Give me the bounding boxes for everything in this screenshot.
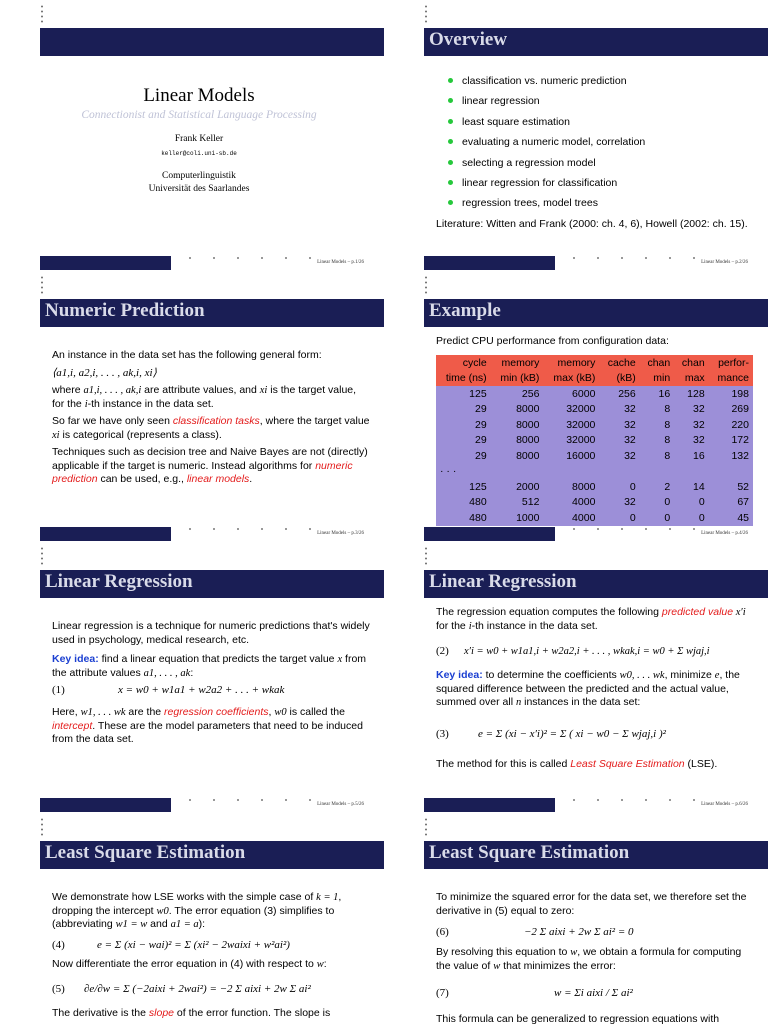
page-number: Linear Models – p.2/26 bbox=[701, 260, 748, 265]
table-cell: 8 bbox=[640, 417, 674, 433]
table-row bbox=[436, 433, 753, 449]
table-cell: 32000 bbox=[543, 433, 599, 449]
table-cell: 8 bbox=[640, 402, 674, 418]
table-cell: 16 bbox=[674, 448, 708, 464]
nav-dots[interactable] bbox=[41, 4, 43, 24]
list-item: selecting a regression model bbox=[446, 157, 746, 177]
table-cell: 32 bbox=[599, 495, 639, 511]
table-cell bbox=[543, 464, 599, 480]
table-cell bbox=[599, 464, 639, 480]
paragraph: The regression equation computes the following predicted value x′i for the i-th instance in the data set. bbox=[436, 606, 746, 632]
list-item: linear regression for classification bbox=[446, 177, 746, 197]
footer-nav-dots[interactable] bbox=[178, 528, 318, 530]
column-header: memory bbox=[491, 355, 544, 371]
table-cell: 1000 bbox=[491, 510, 544, 526]
page-title: Linear Models bbox=[143, 85, 255, 106]
slide-body bbox=[436, 606, 754, 775]
table-cell bbox=[491, 464, 544, 480]
table-cell bbox=[709, 464, 753, 480]
equation-1: (1) x = w0 + w1a1 + w2a2 + . . . + wkak bbox=[52, 684, 285, 696]
slide-body bbox=[52, 891, 370, 1024]
table-cell: 32000 bbox=[543, 402, 599, 418]
paragraph: Key idea: find a linear equation that predicts the target value x from the attribute values a1, . . . , ak: bbox=[52, 653, 367, 679]
table-header-row bbox=[436, 355, 753, 371]
paragraph: To minimize the squared error for the data set, we therefore set the derivative in (5) equal to zero: bbox=[436, 891, 747, 917]
table-row bbox=[436, 479, 753, 495]
list-item: least square estimation bbox=[446, 116, 746, 136]
table-cell: 4000 bbox=[543, 510, 599, 526]
slide-header-bar bbox=[40, 841, 384, 869]
table-cell: 29 bbox=[436, 448, 491, 464]
table-cell: 2 bbox=[640, 479, 674, 495]
column-header: perfor- bbox=[709, 355, 753, 371]
table-cell bbox=[640, 464, 674, 480]
table-cell: 6000 bbox=[543, 386, 599, 402]
table-cell: 16 bbox=[640, 386, 674, 402]
table-row bbox=[436, 386, 753, 402]
column-header: max (kB) bbox=[543, 371, 599, 387]
table-row bbox=[436, 510, 753, 526]
column-header: time (ns) bbox=[436, 371, 491, 387]
table-cell: 29 bbox=[436, 402, 491, 418]
table-cell: 2000 bbox=[491, 479, 544, 495]
table-cell: 125 bbox=[436, 386, 491, 402]
footer-nav-dots[interactable] bbox=[562, 799, 702, 801]
email[interactable]: keller@coli.uni-sb.de bbox=[161, 150, 237, 157]
paragraph: where a1,i, . . . , ak,i are attribute values, and xi is the target value, for the i-th instance in the data set. bbox=[52, 384, 357, 410]
slide-title: Least Square Estimation bbox=[45, 842, 246, 863]
paragraph: Key idea: to determine the coefficients w0, . . . wk, minimize e, the squared difference between the predicted and the actual value, summed over all n instances in the data set: bbox=[436, 669, 740, 708]
slide-header-bar bbox=[40, 28, 384, 56]
table-cell: 14 bbox=[674, 479, 708, 495]
page-number: Linear Models – p.6/26 bbox=[701, 802, 748, 807]
table-cell: 125 bbox=[436, 479, 491, 495]
table-cell: 32 bbox=[599, 448, 639, 464]
paragraph: Here, w1, . . . wk are the regression coefficients, w0 is called the intercept. These are the model parameters that need to be induced from the data set. bbox=[52, 706, 363, 745]
footer-nav-dots[interactable] bbox=[178, 257, 318, 259]
table-cell: 52 bbox=[709, 479, 753, 495]
paragraph: Techniques such as decision tree and Naive Bayes are not (directly) applicable if the target is numeric. Instead algorithms for numeric prediction can be used, e.g., linear models. bbox=[52, 446, 368, 485]
table-cell: 45 bbox=[709, 510, 753, 526]
footer-bar bbox=[40, 256, 171, 270]
table-cell: 0 bbox=[599, 479, 639, 495]
slide-body bbox=[52, 349, 370, 491]
general-form: ⟨a1,i, a2,i, . . . , ak,i, xi⟩ bbox=[52, 366, 157, 379]
department: Computerlinguistik bbox=[162, 171, 236, 181]
overview-list bbox=[446, 75, 746, 218]
footer-bar bbox=[40, 527, 171, 541]
literature: Literature: Witten and Frank (2000: ch. 4, 6), Howell (2002: ch. 15). bbox=[436, 218, 748, 230]
table-header-row bbox=[436, 371, 753, 387]
footer-bar bbox=[424, 798, 555, 812]
table-cell: 67 bbox=[709, 495, 753, 511]
table-row bbox=[436, 464, 753, 480]
paragraph: This formula can be generalized to regression equations with bbox=[436, 1013, 720, 1024]
table-cell: 0 bbox=[640, 510, 674, 526]
example-intro: Predict CPU performance from configuration data: bbox=[436, 335, 669, 347]
table-cell bbox=[674, 464, 708, 480]
slide-title: Example bbox=[429, 300, 501, 321]
subtitle: Connectionist and Statistical Language Processing bbox=[81, 109, 317, 121]
table-cell: 269 bbox=[709, 402, 753, 418]
slide-header-bar bbox=[424, 299, 768, 327]
footer-bar bbox=[424, 256, 555, 270]
equation-5: (5) ∂e/∂w = Σ (−2aixi + 2wai²) = −2 Σ aixi + 2w Σ ai² bbox=[52, 983, 311, 995]
table-cell: 132 bbox=[709, 448, 753, 464]
table-cell: 32 bbox=[674, 402, 708, 418]
slide-header-bar bbox=[424, 841, 768, 869]
equation-6: (6) −2 Σ aixi + 2w Σ ai² = 0 bbox=[436, 926, 634, 938]
table-cell: 8 bbox=[640, 433, 674, 449]
footer-nav-dots[interactable] bbox=[562, 528, 702, 530]
column-header: chan bbox=[640, 355, 674, 371]
table-cell: 8 bbox=[640, 448, 674, 464]
column-header: min bbox=[640, 371, 674, 387]
table-cell: 480 bbox=[436, 495, 491, 511]
table-row bbox=[436, 417, 753, 433]
nav-dots[interactable] bbox=[425, 546, 427, 566]
list-item: regression trees, model trees bbox=[446, 197, 746, 217]
footer-bar bbox=[40, 798, 171, 812]
author: Frank Keller bbox=[174, 134, 224, 144]
paragraph: Linear regression is a technique for numeric predictions that's widely used in psychology, medical research, etc. bbox=[52, 620, 370, 646]
slide-overview bbox=[384, 0, 768, 271]
table-cell: 32 bbox=[674, 433, 708, 449]
table-cell: 8000 bbox=[491, 433, 544, 449]
table-cell: 8000 bbox=[491, 402, 544, 418]
slide-header-bar bbox=[424, 570, 768, 598]
slide-body bbox=[436, 891, 754, 1024]
equation-4: (4) e = Σ (xi − wai)² = Σ (xi² − 2waixi + w²ai²) bbox=[52, 938, 290, 951]
table-cell: 32 bbox=[599, 433, 639, 449]
column-header: memory bbox=[543, 355, 599, 371]
slide-title: Least Square Estimation bbox=[429, 842, 630, 863]
slide-title: Numeric Prediction bbox=[45, 300, 205, 321]
footer-nav-dots[interactable] bbox=[178, 799, 318, 801]
paragraph: The derivative is the slope of the error function. The slope is bbox=[52, 1007, 331, 1019]
table-row bbox=[436, 402, 753, 418]
paragraph: Now differentiate the error equation in (4) with respect to w: bbox=[52, 957, 327, 970]
table-cell: · · · bbox=[436, 464, 491, 480]
table-cell: 8000 bbox=[543, 479, 599, 495]
table-cell: 8000 bbox=[491, 448, 544, 464]
slide-title: Overview bbox=[429, 29, 508, 50]
table-cell: 4000 bbox=[543, 495, 599, 511]
list-item: evaluating a numeric model, correlation bbox=[446, 136, 746, 156]
table-cell: 32 bbox=[674, 417, 708, 433]
column-header: cycle bbox=[436, 355, 491, 371]
table-cell: 32000 bbox=[543, 417, 599, 433]
nav-dots[interactable] bbox=[425, 817, 427, 837]
table-cell: 512 bbox=[491, 495, 544, 511]
table-row bbox=[436, 495, 753, 511]
page-number: Linear Models – p.1/26 bbox=[317, 260, 364, 265]
column-header: min (kB) bbox=[491, 371, 544, 387]
column-header: cache bbox=[599, 355, 639, 371]
paragraph: The method for this is called Least Square Estimation (LSE). bbox=[436, 757, 718, 770]
paragraph: An instance in the data set has the following general form: bbox=[52, 349, 322, 361]
column-header: max bbox=[674, 371, 708, 387]
equation-7: (7) w = Σi aixi / Σ ai² bbox=[436, 987, 633, 999]
page-number: Linear Models – p.5/26 bbox=[317, 802, 364, 807]
list-item: linear regression bbox=[446, 95, 746, 115]
paragraph: We demonstrate how LSE works with the simple case of k = 1, dropping the intercept w0. The error equation (3) simplifies to (abbreviating w1 = w and a1 = a): bbox=[52, 891, 342, 930]
slide-body bbox=[52, 620, 370, 751]
nav-dots[interactable] bbox=[41, 817, 43, 837]
table-cell: 16000 bbox=[543, 448, 599, 464]
equation-2: (2) x′i = w0 + w1a1,i + w2a2,i + . . . , wkak,i = w0 + Σ wjaj,i bbox=[436, 645, 710, 657]
slide-header-bar bbox=[40, 570, 384, 598]
slide-header-bar bbox=[424, 28, 768, 56]
slide-linear-regression-1 bbox=[0, 542, 384, 813]
slide-lse-2 bbox=[384, 813, 768, 1024]
slide-header-bar bbox=[40, 299, 384, 327]
table-cell: 0 bbox=[640, 495, 674, 511]
table-cell: 256 bbox=[491, 386, 544, 402]
nav-dots[interactable] bbox=[425, 4, 427, 24]
column-header: (kB) bbox=[599, 371, 639, 387]
paragraph: So far we have only seen classification tasks, where the target value xi is categorical (represents a class). bbox=[52, 415, 370, 441]
table-cell: 0 bbox=[599, 510, 639, 526]
table-cell: 0 bbox=[674, 510, 708, 526]
footer-bar bbox=[424, 527, 555, 541]
page-number: Linear Models – p.4/26 bbox=[701, 531, 748, 536]
table-cell: 8000 bbox=[491, 417, 544, 433]
column-header: mance bbox=[709, 371, 753, 387]
table-cell: 128 bbox=[674, 386, 708, 402]
nav-dots[interactable] bbox=[41, 546, 43, 566]
university: Universität des Saarlandes bbox=[148, 184, 250, 194]
slide-lse-1 bbox=[0, 813, 384, 1024]
slide-title: Linear Regression bbox=[45, 571, 193, 592]
page-number: Linear Models – p.3/26 bbox=[317, 531, 364, 536]
nav-dots[interactable] bbox=[41, 275, 43, 295]
slide-title bbox=[0, 0, 384, 271]
slide-linear-regression-2 bbox=[384, 542, 768, 813]
equation-3: (3) e = Σ (xi − x′i)² = Σ ( xi − w0 − Σ wjaj,i )² bbox=[436, 727, 666, 740]
paragraph: By resolving this equation to w, we obtain a formula for computing the value of w that minimizes the error: bbox=[436, 946, 742, 972]
table-cell: 198 bbox=[709, 386, 753, 402]
table-cell: 29 bbox=[436, 417, 491, 433]
column-header: chan bbox=[674, 355, 708, 371]
cpu-table bbox=[436, 355, 753, 526]
table-cell: 29 bbox=[436, 433, 491, 449]
table-row bbox=[436, 448, 753, 464]
slide-example bbox=[384, 271, 768, 542]
table-cell: 256 bbox=[599, 386, 639, 402]
nav-dots[interactable] bbox=[425, 275, 427, 295]
list-item: classification vs. numeric prediction bbox=[446, 75, 746, 95]
table-cell: 32 bbox=[599, 402, 639, 418]
table-cell: 0 bbox=[674, 495, 708, 511]
table-cell: 172 bbox=[709, 433, 753, 449]
footer-nav-dots[interactable] bbox=[562, 257, 702, 259]
slide-title: Linear Regression bbox=[429, 571, 577, 592]
table-cell: 220 bbox=[709, 417, 753, 433]
slide-numeric-prediction bbox=[0, 271, 384, 542]
table-cell: 32 bbox=[599, 417, 639, 433]
table-cell: 480 bbox=[436, 510, 491, 526]
